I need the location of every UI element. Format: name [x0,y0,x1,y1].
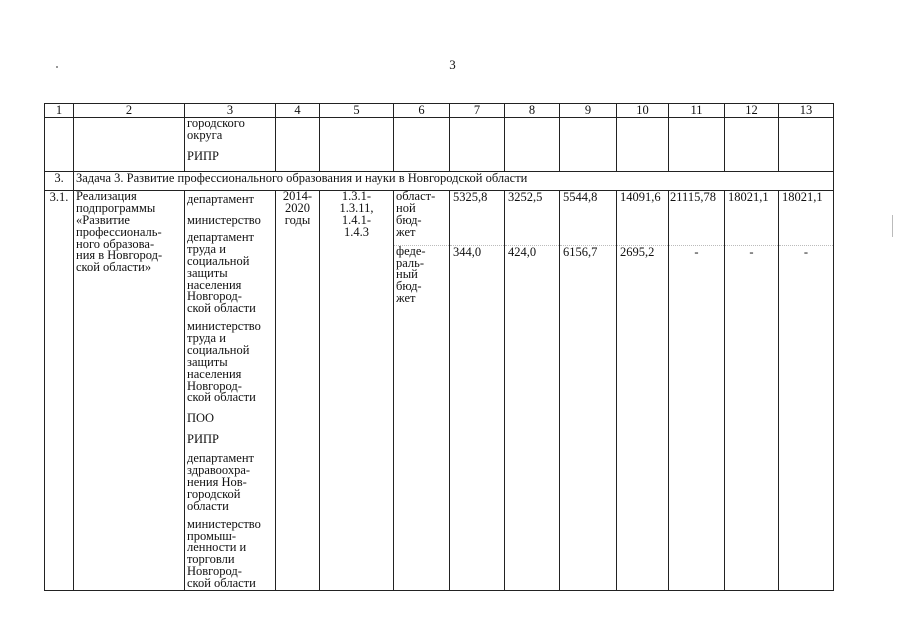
value-cell: - [725,245,779,590]
executor-cell [185,118,276,172]
header-cell: 13 [779,104,834,118]
value-cell: - [669,245,725,590]
task-number: 3. [45,172,74,191]
executor: департамент труда и социальной защиты населения Новгород- ской области [187,230,256,316]
targets-cell: 1.3.1- 1.3.11, 1.4.1- 1.4.3 [320,191,394,591]
value-cell: 18021,1 [779,191,834,246]
executor-line: городского [187,117,245,130]
value-cell: 3252,5 [505,191,560,246]
header-cell: 7 [450,104,505,118]
value-cell: 2695,2 [617,245,669,590]
header-cell: 4 [276,104,320,118]
executor-line: РИПР [187,148,219,163]
header-cell: 6 [394,104,450,118]
header-cell: 10 [617,104,669,118]
scan-speck [56,66,58,68]
header-cell: 3 [185,104,276,118]
executor-line: округа [187,127,223,142]
value-cell: 14091,6 [617,191,669,246]
header-cell: 8 [505,104,560,118]
executor: РИПР [187,431,219,446]
executor: департамент здравоохра- нения Нов- городской области [187,451,255,513]
header-cell: 12 [725,104,779,118]
task-row [45,172,834,191]
value-cell: - [779,245,834,590]
executor: департамент [187,192,255,206]
value-cell: 21115,78 [669,191,725,246]
task-title: Задача 3. Развитие профессионального образования и науки в Новгородской области [74,172,834,191]
executor: ПОО [187,411,215,426]
header-row [45,104,834,118]
funding-source-federal: феде- раль- ный бюд- жет [394,245,450,590]
executor: министерство [187,212,261,227]
value-cell: 424,0 [505,245,560,590]
funding-source-regional: област- ной бюд- жет [394,191,450,246]
header-cell: 2 [74,104,185,118]
item-row-regional [45,191,834,246]
value-cell: 5544,8 [560,191,617,246]
executors-cell [185,191,276,591]
scan-mark [892,215,893,237]
value-cell: 18021,1 [725,191,779,246]
header-cell: 1 [45,104,74,118]
header-cell: 11 [669,104,725,118]
value-cell: 5325,8 [450,191,505,246]
value-cell: 344,0 [450,245,505,590]
value-cell: 6156,7 [560,245,617,590]
executor: министерство труда и социальной защиты населения Новгород- ской области [187,319,261,405]
header-cell: 9 [560,104,617,118]
executor: министерство промыш- ленности и торговли Новгород- ской области [187,516,261,590]
page-number: 3 [449,57,456,72]
continuation-row [45,118,834,172]
period-cell: 2014- 2020 годы [276,191,320,591]
budget-table [44,103,834,591]
header-cell: 5 [320,104,394,118]
item-name: Реализация подпрограммы «Развитие профессиональ- ного образова- ния в Новгород- ской области» [74,191,185,591]
item-number: 3.1. [45,191,74,591]
